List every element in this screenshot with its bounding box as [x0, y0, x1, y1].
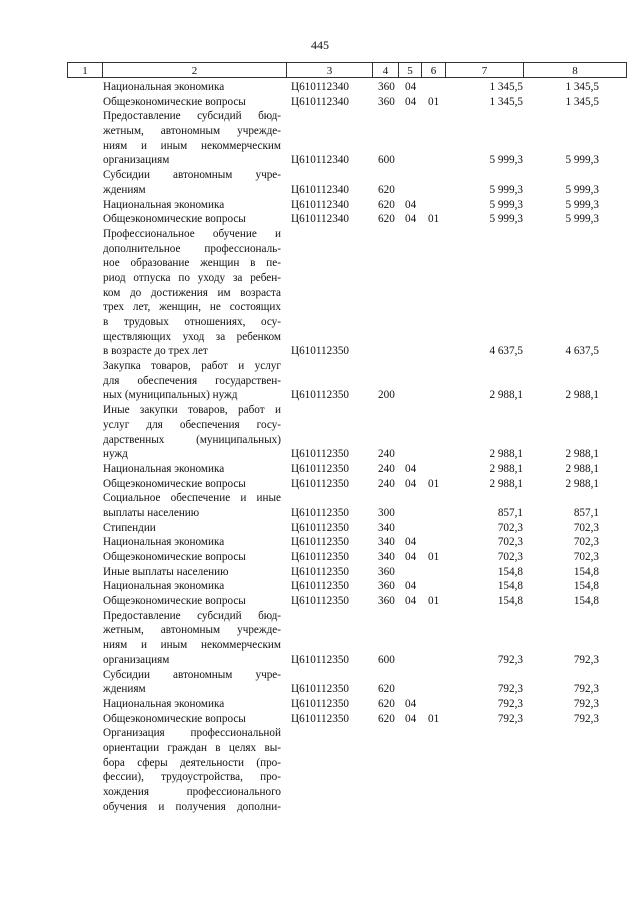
header-col-2: 2 — [102, 62, 287, 78]
row-col-4: 340 — [378, 521, 395, 534]
row-col-6: 01 — [428, 95, 440, 108]
row-name: Национальная экономика — [103, 536, 225, 549]
row-col-5: 04 — [405, 81, 417, 93]
row-value-7: 5 999,3 — [489, 183, 523, 196]
row-value-8: 1 345,5 — [565, 81, 599, 93]
table-row — [0, 403, 640, 418]
table-row — [0, 506, 640, 521]
table-row — [0, 565, 640, 580]
row-value-8: 702,3 — [573, 536, 599, 549]
row-col-4: 360 — [378, 580, 395, 593]
row-value-8: 5 999,3 — [565, 154, 599, 167]
row-value-8: 792,3 — [573, 653, 599, 666]
table-row — [0, 300, 640, 315]
row-col-5: 04 — [405, 477, 417, 490]
row-code: Ц610112340 — [291, 154, 350, 167]
row-code: Ц610112340 — [291, 213, 350, 226]
row-value-7: 792,3 — [497, 712, 523, 725]
row-col-5: 04 — [405, 595, 417, 608]
row-col-5: 04 — [405, 712, 417, 725]
header-col-4: 4 — [372, 62, 399, 78]
row-name: Национальная экономика — [103, 198, 225, 211]
row-value-7: 792,3 — [497, 653, 523, 666]
row-name: Субсидии автономным учре- — [103, 169, 281, 182]
table-row — [0, 682, 640, 697]
row-value-7: 1 345,5 — [489, 95, 523, 108]
row-name: Общеэкономические вопросы — [103, 213, 246, 226]
row-name: жетным, автономным учрежде- — [103, 125, 281, 138]
table-row — [0, 535, 640, 550]
row-name: Субсидии автономным учре- — [103, 668, 281, 681]
row-code: Ц610112350 — [291, 551, 350, 563]
row-name: обучения и получения дополни- — [103, 800, 281, 813]
row-col-6: 01 — [428, 712, 440, 725]
row-value-8: 2 988,1 — [565, 389, 599, 402]
table-row — [0, 550, 640, 565]
row-name: ком до достижения им возраста — [103, 286, 281, 299]
table-row — [0, 712, 640, 727]
row-name: нужд — [103, 448, 128, 461]
row-name: Предоставление субсидий бюд- — [103, 110, 281, 123]
table-row — [0, 183, 640, 198]
table-row — [0, 139, 640, 154]
table-row — [0, 153, 640, 168]
table-row — [0, 315, 640, 330]
row-name: ных (муниципальных) нужд — [103, 389, 238, 402]
row-code: Ц610112340 — [291, 183, 350, 196]
row-name: Стипендии — [103, 521, 156, 534]
table-row — [0, 271, 640, 286]
row-code: Ц610112340 — [291, 95, 350, 108]
row-name: Национальная экономика — [103, 580, 225, 593]
table-row — [0, 418, 640, 433]
row-value-7: 702,3 — [497, 521, 523, 534]
row-name: Национальная экономика — [103, 697, 225, 710]
row-name: организациям — [103, 154, 170, 167]
header-col-7: 7 — [445, 62, 524, 78]
table-row — [0, 256, 640, 271]
row-value-8: 857,1 — [573, 506, 599, 519]
table-row — [0, 344, 640, 359]
row-name: Национальная экономика — [103, 81, 225, 93]
row-name: ждениям — [103, 683, 146, 696]
row-code: Ц610112350 — [291, 683, 350, 696]
row-name: ориентации граждан в целях вы- — [103, 741, 281, 754]
row-name: хождения профессионального — [103, 786, 281, 798]
row-name: в трудовых отношениях, осу- — [103, 316, 281, 328]
row-name: ждениям — [103, 183, 146, 196]
row-col-4: 240 — [378, 448, 395, 461]
table-row — [0, 80, 640, 95]
row-col-5: 04 — [405, 551, 417, 563]
table-row — [0, 697, 640, 712]
row-col-6: 01 — [428, 477, 440, 490]
row-value-7: 792,3 — [497, 697, 523, 710]
table-row — [0, 594, 640, 609]
row-value-8: 154,8 — [573, 565, 599, 578]
table-row — [0, 242, 640, 257]
header-col-3: 3 — [286, 62, 373, 78]
row-col-5: 04 — [405, 213, 417, 226]
row-col-4: 360 — [378, 595, 395, 608]
table-row — [0, 330, 640, 345]
row-code: Ц610112350 — [291, 477, 350, 490]
table-row — [0, 770, 640, 785]
row-name: ниям и иным некоммерческим — [103, 639, 281, 652]
row-code: Ц610112340 — [291, 81, 350, 93]
row-code: Ц610112350 — [291, 565, 350, 578]
table-body — [0, 80, 640, 814]
row-name: Социальное обеспечение и иные — [103, 492, 281, 505]
header-col-6: 6 — [421, 62, 446, 78]
row-value-7: 1 345,5 — [489, 81, 523, 93]
table-row — [0, 433, 640, 448]
table-row — [0, 359, 640, 374]
row-col-6: 01 — [428, 551, 440, 563]
row-col-4: 360 — [378, 95, 395, 108]
row-value-7: 5 999,3 — [489, 213, 523, 226]
row-name: риод отпуска по уходу за ребен- — [103, 271, 281, 284]
row-name: Иные закупки товаров, работ и — [103, 404, 281, 417]
row-col-4: 360 — [378, 565, 395, 578]
row-value-7: 5 999,3 — [489, 154, 523, 167]
row-value-7: 154,8 — [497, 580, 523, 593]
row-name: Общеэкономические вопросы — [103, 95, 246, 108]
row-code: Ц610112350 — [291, 389, 350, 402]
row-col-4: 340 — [378, 551, 395, 563]
row-code: Ц610112350 — [291, 506, 350, 519]
row-col-4: 620 — [378, 198, 395, 211]
row-code: Ц610112350 — [291, 697, 350, 710]
row-code: Ц610112350 — [291, 536, 350, 549]
row-col-4: 600 — [378, 154, 395, 167]
row-value-8: 792,3 — [573, 697, 599, 710]
table-row — [0, 477, 640, 492]
row-col-4: 360 — [378, 81, 395, 93]
row-col-5: 04 — [405, 198, 417, 211]
row-col-4: 240 — [378, 462, 395, 475]
row-name: Иные выплаты населению — [103, 565, 229, 578]
row-name: дополнительное профессиональ- — [103, 242, 281, 255]
row-value-7: 2 988,1 — [489, 477, 523, 490]
row-col-4: 240 — [378, 477, 395, 490]
table-row — [0, 447, 640, 462]
row-value-8: 4 637,5 — [565, 345, 599, 358]
row-name: фессии), трудоустройства, про- — [103, 771, 281, 784]
table-row — [0, 109, 640, 124]
row-code: Ц610112350 — [291, 345, 350, 358]
row-value-7: 2 988,1 — [489, 448, 523, 461]
header-col-5: 5 — [398, 62, 422, 78]
table-row — [0, 212, 640, 227]
row-col-5: 04 — [405, 95, 417, 108]
row-col-4: 620 — [378, 712, 395, 725]
row-value-7: 2 988,1 — [489, 462, 523, 475]
row-col-4: 620 — [378, 683, 395, 696]
row-col-5: 04 — [405, 536, 417, 549]
row-col-4: 620 — [378, 213, 395, 226]
row-name: Организация профессиональной — [103, 727, 281, 740]
row-code: Ц610112340 — [291, 198, 350, 211]
row-value-8: 154,8 — [573, 595, 599, 608]
row-value-8: 5 999,3 — [565, 213, 599, 226]
row-name: ниям и иным некоммерческим — [103, 139, 281, 152]
row-name: организациям — [103, 653, 170, 666]
table-row — [0, 638, 640, 653]
row-name: трех лет, женщин, не состоящих — [103, 301, 281, 314]
row-value-7: 154,8 — [497, 565, 523, 578]
row-value-8: 5 999,3 — [565, 198, 599, 211]
row-col-4: 200 — [378, 389, 395, 402]
row-col-6: 01 — [428, 213, 440, 226]
row-name: Профессиональное обучение и — [103, 227, 281, 240]
table-row — [0, 756, 640, 771]
table-row — [0, 388, 640, 403]
row-name: Общеэкономические вопросы — [103, 595, 246, 608]
row-name: дарственных (муниципальных) — [103, 433, 281, 446]
row-value-8: 1 345,5 — [565, 95, 599, 108]
table-row — [0, 653, 640, 668]
row-code: Ц610112350 — [291, 448, 350, 461]
table-row — [0, 800, 640, 815]
row-name: Предоставление субсидий бюд- — [103, 609, 281, 622]
row-col-4: 300 — [378, 506, 395, 519]
row-value-7: 154,8 — [497, 595, 523, 608]
header-col-1: 1 — [67, 62, 103, 78]
row-code: Ц610112350 — [291, 653, 350, 666]
row-name: Национальная экономика — [103, 462, 225, 475]
row-col-5: 04 — [405, 580, 417, 593]
row-code: Ц610112350 — [291, 712, 350, 725]
table-header — [67, 62, 627, 78]
table-row — [0, 95, 640, 110]
row-name: услуг для обеспечения госу- — [103, 418, 281, 431]
row-name: Общеэкономические вопросы — [103, 551, 246, 563]
row-name: Закупка товаров, работ и услуг — [103, 360, 281, 373]
row-col-5: 04 — [405, 462, 417, 475]
row-value-7: 4 637,5 — [489, 345, 523, 358]
table-row — [0, 726, 640, 741]
row-value-8: 2 988,1 — [565, 477, 599, 490]
row-name: Общеэкономические вопросы — [103, 477, 246, 490]
row-value-8: 2 988,1 — [565, 462, 599, 475]
row-value-8: 2 988,1 — [565, 448, 599, 461]
table-row — [0, 579, 640, 594]
row-col-4: 340 — [378, 536, 395, 549]
table-row — [0, 374, 640, 389]
row-name: для обеспечения государствен- — [103, 374, 281, 387]
row-value-7: 5 999,3 — [489, 198, 523, 211]
table-row — [0, 785, 640, 800]
row-value-8: 792,3 — [573, 683, 599, 696]
row-value-8: 702,3 — [573, 551, 599, 563]
table-row — [0, 286, 640, 301]
table-row — [0, 491, 640, 506]
table-row — [0, 623, 640, 638]
row-value-7: 702,3 — [497, 551, 523, 563]
row-name: ное образование женщин в пе- — [103, 257, 281, 270]
row-name: жетным, автономным учрежде- — [103, 624, 281, 637]
row-value-7: 2 988,1 — [489, 389, 523, 402]
header-col-8: 8 — [523, 62, 627, 78]
table-row — [0, 609, 640, 624]
page-number: 445 — [311, 38, 329, 52]
row-value-8: 154,8 — [573, 580, 599, 593]
table-row — [0, 668, 640, 683]
row-col-4: 600 — [378, 653, 395, 666]
row-code: Ц610112350 — [291, 462, 350, 475]
row-name: бора сферы деятельности (про- — [103, 756, 281, 769]
row-value-8: 702,3 — [573, 521, 599, 534]
table-row — [0, 462, 640, 477]
row-name: выплаты населению — [103, 506, 200, 519]
table-row — [0, 741, 640, 756]
row-value-7: 792,3 — [497, 683, 523, 696]
row-value-8: 5 999,3 — [565, 183, 599, 196]
row-code: Ц610112350 — [291, 580, 350, 593]
table-row — [0, 198, 640, 213]
row-value-7: 857,1 — [497, 506, 523, 519]
row-name: ществляющих уход за ребенком — [103, 330, 281, 343]
row-name: в возрасте до трех лет — [103, 345, 208, 358]
table-row — [0, 227, 640, 242]
row-code: Ц610112350 — [291, 521, 350, 534]
row-col-6: 01 — [428, 595, 440, 608]
row-col-4: 620 — [378, 183, 395, 196]
table-row — [0, 168, 640, 183]
table-row — [0, 521, 640, 536]
row-col-5: 04 — [405, 697, 417, 710]
table-row — [0, 124, 640, 139]
row-value-8: 792,3 — [573, 712, 599, 725]
row-value-7: 702,3 — [497, 536, 523, 549]
row-code: Ц610112350 — [291, 595, 350, 608]
row-col-4: 620 — [378, 697, 395, 710]
row-name: Общеэкономические вопросы — [103, 712, 246, 725]
